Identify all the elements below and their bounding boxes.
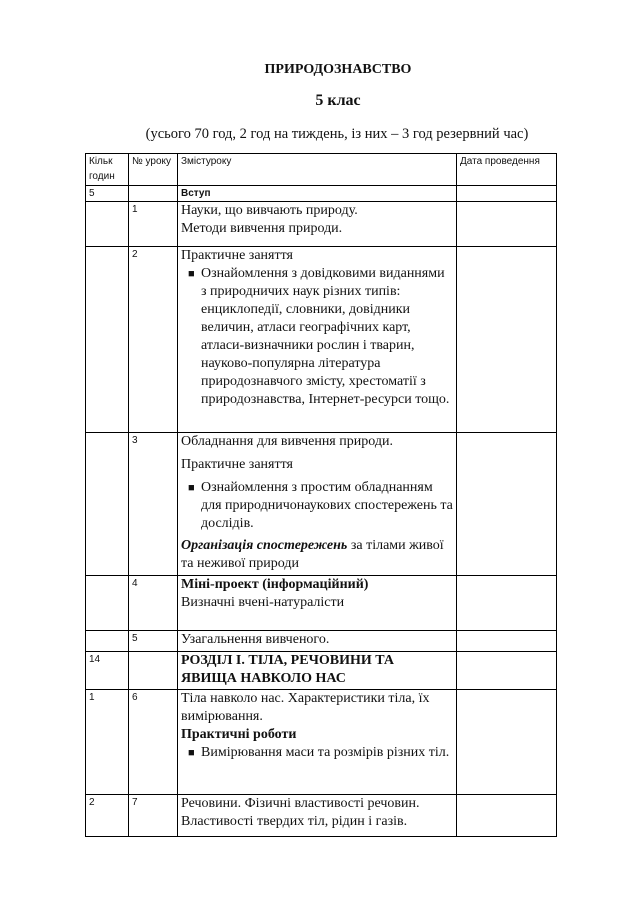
cell-hours: 14: [86, 652, 129, 690]
grade-title: 5 клас: [315, 92, 361, 109]
cell-date: [457, 795, 557, 837]
content-line: Науки, що вивчають природу.: [181, 203, 358, 218]
content-line: Тіла навколо нас. Характеристики тіла, їх вимірювання.: [181, 691, 430, 724]
list-item: [188, 479, 453, 533]
cell-content: [178, 247, 457, 433]
cell-number: 3: [129, 433, 178, 576]
cell-content: [178, 202, 457, 247]
table-row: [86, 433, 557, 576]
cell-number: 6: [129, 690, 178, 795]
cell-date: [457, 247, 557, 433]
table-row: [86, 690, 557, 795]
cell-hours: 1: [86, 690, 129, 795]
square-bullet-icon: ■: [188, 747, 195, 759]
section-title: Вступ: [178, 186, 457, 202]
cell-content: [178, 631, 457, 652]
cell-date: [457, 433, 557, 576]
curriculum-table: [85, 153, 557, 837]
cell-date: [457, 631, 557, 652]
content-heading: Практичне заняття: [181, 457, 293, 472]
cell-hours: [86, 202, 129, 247]
content-line: Узагальнення вивченого.: [181, 632, 330, 647]
list-item-text: Ознайомлення з довідковими виданнями з природничих наук різних типів: енциклопедії, словники, довідники величин, атласи географічних карт, атласи-визначники рослин і тварин, науково-популярна література природознавчого змісту, хрестоматії з природознавства, Інтернет-ресурси тощо.: [201, 266, 450, 407]
cell-number: [129, 186, 178, 202]
cell-content: [178, 690, 457, 795]
cell-number: 2: [129, 247, 178, 433]
bullet-list: [181, 479, 453, 533]
list-item: [188, 744, 453, 762]
header-hours: Кільк годин: [86, 154, 129, 186]
table-row: [86, 795, 557, 837]
list-item-text: Вимірювання маси та розмірів різних тіл.: [201, 745, 450, 760]
table-row: [86, 202, 557, 247]
emphasis-text: Організація спостережень: [181, 538, 348, 553]
square-bullet-icon: ■: [188, 482, 195, 494]
hours-summary: (усього 70 год, 2 год на тиждень, із них – 3 год резервний час): [145, 126, 529, 142]
bullet-list: [181, 744, 453, 762]
content-heading: Практичні роботи: [181, 727, 297, 742]
cell-date: [457, 652, 557, 690]
cell-content: [178, 795, 457, 837]
cell-number: 4: [129, 576, 178, 631]
content-heading: Практичне заняття: [181, 248, 293, 263]
header-lesson-number: № уроку: [129, 154, 178, 186]
content-line: Визначні вчені-натуралісти: [181, 595, 345, 610]
cell-content: [178, 433, 457, 576]
content-line: Методи вивчення природи.: [181, 221, 343, 236]
cell-date: [457, 576, 557, 631]
header-date: Дата проведення: [457, 154, 557, 186]
cell-hours: 5: [86, 186, 129, 202]
cell-number: 1: [129, 202, 178, 247]
content-line: Обладнання для вивчення природи.: [181, 434, 393, 449]
subject-title: ПРИРОДОЗНАВСТВО: [264, 62, 412, 77]
header-lesson-content: Змістуроку: [178, 154, 457, 186]
cell-number: 5: [129, 631, 178, 652]
cell-hours: 2: [86, 795, 129, 837]
cell-number: [129, 652, 178, 690]
content-line: [181, 537, 453, 573]
bullet-list: [181, 265, 453, 409]
content-heading: Міні-проект (інформаційний): [181, 577, 369, 592]
table-row: [86, 247, 557, 433]
table-row: [86, 652, 557, 690]
table-row: [86, 631, 557, 652]
content-text: за тілами живої та неживої природи: [181, 538, 444, 571]
square-bullet-icon: ■: [188, 268, 195, 280]
table-header-row: [86, 154, 557, 186]
cell-date: [457, 690, 557, 795]
table-row: [86, 186, 557, 202]
cell-number: 7: [129, 795, 178, 837]
content-line: Речовини. Фізичні властивості речовин.: [181, 796, 420, 811]
cell-hours: [86, 576, 129, 631]
cell-content: [178, 576, 457, 631]
cell-date: [457, 202, 557, 247]
content-line: Властивості твердих тіл, рідин і газів.: [181, 814, 408, 829]
cell-date: [457, 186, 557, 202]
cell-hours: [86, 247, 129, 433]
list-item: [188, 265, 453, 409]
list-item-text: Ознайомлення з простим обладнанням для природничонаукових спостережень та дослідів.: [201, 480, 453, 531]
cell-hours: [86, 433, 129, 576]
section-title: РОЗДІЛ I. ТІЛА, РЕЧОВИНИ ТА ЯВИЩА НАВКОЛО НАС: [178, 652, 457, 690]
table-row: [86, 576, 557, 631]
cell-hours: [86, 631, 129, 652]
